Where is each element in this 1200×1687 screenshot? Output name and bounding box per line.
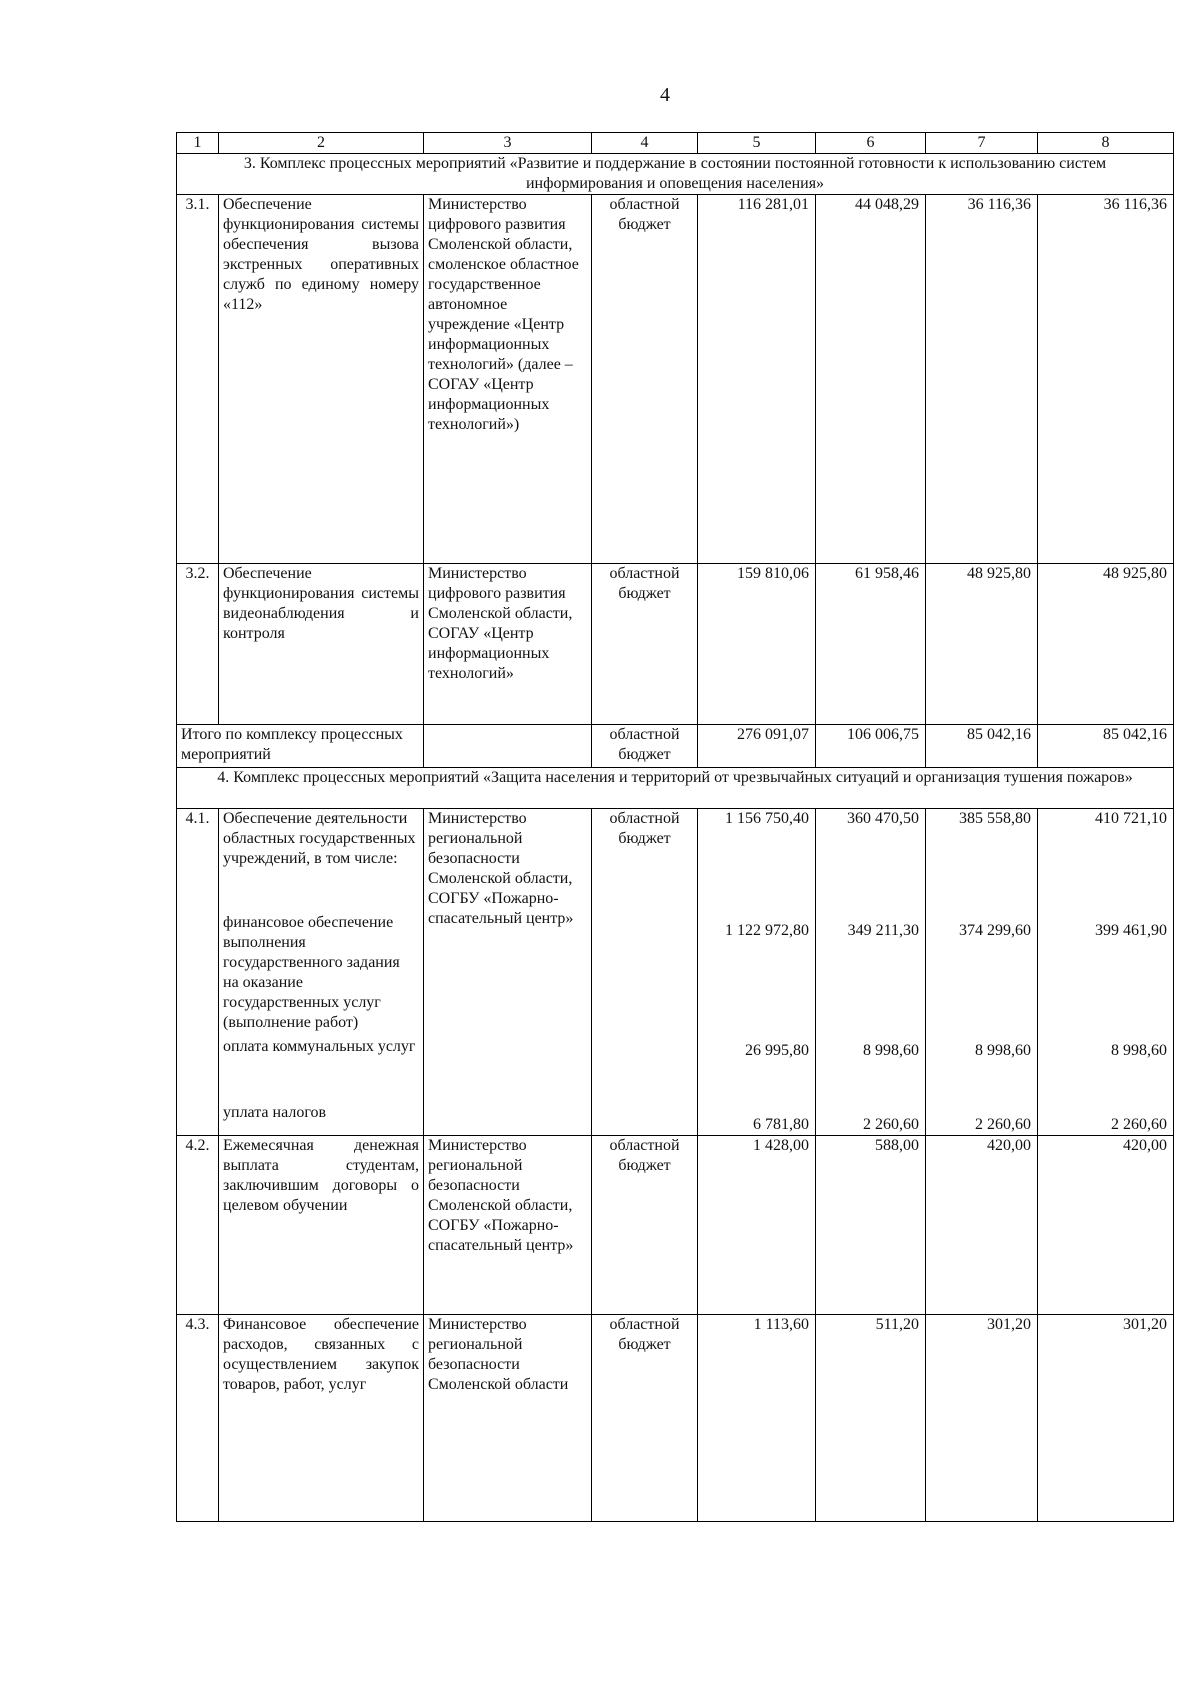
year-2-value: 48 925,80 xyxy=(926,564,1038,725)
executor: Министерство региональной безопасности Смоленской области xyxy=(424,1315,592,1522)
measure-name: Финансовое обеспечение расходов, связанных с осуществлением закупок товаров, работ, услуг xyxy=(219,1315,424,1522)
sub-year-2-value: 374 299,60 xyxy=(959,922,1031,939)
table-row xyxy=(177,195,1174,564)
sub-year-2-value: 8 998,60 xyxy=(975,1042,1031,1059)
subtotal-row xyxy=(177,725,1174,768)
section-heading-row xyxy=(177,154,1174,195)
year-2-values-cell xyxy=(926,809,1038,1136)
total-value: 116 281,01 xyxy=(698,195,816,564)
sub-measure-name: уплата налогов xyxy=(223,1104,327,1121)
sub-year-3-value: 399 461,90 xyxy=(1095,922,1167,939)
sub-measure-name: финансовое обеспечение выполнения государственного задания на оказание государственных услуг (выполнение работ) xyxy=(223,914,400,1031)
executor: Министерство цифрового развития Смоленской области, смоленское областное государственное автономное учреждение «Центр информационных технологий» (далее – СОГАУ «Центр информационных технологий») xyxy=(424,195,592,564)
funding-source: областной бюджет xyxy=(592,1136,698,1315)
total-value: 1 156 750,40 xyxy=(725,810,809,827)
measure-name: Обеспечение функционирования системы обеспечения вызова экстренных оперативных служб по единому номеру «112» xyxy=(219,195,424,564)
year-3-value: 85 042,16 xyxy=(1038,725,1174,768)
column-number: 6 xyxy=(816,133,926,154)
empty-cell xyxy=(424,725,592,768)
table-row xyxy=(177,1315,1174,1522)
year-3-value: 36 116,36 xyxy=(1038,195,1174,564)
executor: Министерство цифрового развития Смоленской области, СОГАУ «Центр информационных технологий» xyxy=(424,564,592,725)
sub-total-value: 6 781,80 xyxy=(753,1116,809,1133)
measure-name: Ежемесячная денежная выплата студентам, заключившим договоры о целевом обучении xyxy=(219,1136,424,1315)
measure-name-cell xyxy=(219,809,424,1136)
table-row xyxy=(177,809,1174,1136)
sub-total-value: 26 995,80 xyxy=(745,1042,809,1059)
section-4-heading: 4. Комплекс процессных мероприятий «Защита населения и территорий от чрезвычайных ситуаций и организация тушения пожаров» xyxy=(177,768,1174,809)
year-2-value: 301,20 xyxy=(926,1315,1038,1522)
section-heading-row xyxy=(177,768,1174,809)
total-value: 1 113,60 xyxy=(698,1315,816,1522)
funding-source: областной бюджет xyxy=(592,725,698,768)
year-1-value: 588,00 xyxy=(816,1136,926,1315)
section-3-heading: 3. Комплекс процессных мероприятий «Развитие и поддержание в состоянии постоянной готовности к использованию систем информирования и оповещения населения» xyxy=(177,154,1174,195)
sub-year-1-value: 349 211,30 xyxy=(847,922,919,939)
sub-total-value: 1 122 972,80 xyxy=(725,922,809,939)
column-number: 4 xyxy=(592,133,698,154)
program-table xyxy=(176,132,1174,1522)
column-number: 8 xyxy=(1038,133,1174,154)
total-value: 159 810,06 xyxy=(698,564,816,725)
column-number: 3 xyxy=(424,133,592,154)
funding-source: областной бюджет xyxy=(592,809,698,1136)
funding-source: областной бюджет xyxy=(592,1315,698,1522)
year-3-value: 48 925,80 xyxy=(1038,564,1174,725)
year-1-value: 511,20 xyxy=(816,1315,926,1522)
sub-year-2-value: 2 260,60 xyxy=(975,1116,1031,1133)
executor: Министерство региональной безопасности Смоленской области, СОГБУ «Пожарно-спасательный центр» xyxy=(424,1136,592,1315)
column-number: 2 xyxy=(219,133,424,154)
sub-year-3-value: 8 998,60 xyxy=(1111,1042,1167,1059)
column-number: 5 xyxy=(698,133,816,154)
table-row xyxy=(177,1136,1174,1315)
year-3-value: 301,20 xyxy=(1038,1315,1174,1522)
sub-year-1-value: 2 260,60 xyxy=(863,1116,919,1133)
row-number: 3.1. xyxy=(177,195,219,564)
year-3-value: 420,00 xyxy=(1038,1136,1174,1315)
row-number: 3.2. xyxy=(177,564,219,725)
year-2-value: 420,00 xyxy=(926,1136,1038,1315)
row-number: 4.2. xyxy=(177,1136,219,1315)
sub-year-1-value: 8 998,60 xyxy=(863,1042,919,1059)
subtotal-label: Итого по комплексу процессных мероприятий xyxy=(177,725,424,768)
year-2-value: 85 042,16 xyxy=(926,725,1038,768)
column-number: 7 xyxy=(926,133,1038,154)
sub-year-3-value: 2 260,60 xyxy=(1111,1116,1167,1133)
column-number: 1 xyxy=(177,133,219,154)
sub-measure-name: оплата коммунальных услуг xyxy=(223,1038,416,1055)
table-row xyxy=(177,564,1174,725)
year-1-value: 44 048,29 xyxy=(816,195,926,564)
year-1-value: 106 006,75 xyxy=(816,725,926,768)
year-1-value: 61 958,46 xyxy=(816,564,926,725)
row-number: 4.3. xyxy=(177,1315,219,1522)
year-3-value: 410 721,10 xyxy=(1095,810,1167,827)
measure-name: Обеспечение деятельности областных государственных учреждений, в том числе: xyxy=(223,810,416,867)
year-1-values-cell xyxy=(816,809,926,1136)
year-2-value: 36 116,36 xyxy=(926,195,1038,564)
year-1-value: 360 470,50 xyxy=(847,810,919,827)
page-number: 4 xyxy=(660,84,670,106)
total-values-cell xyxy=(698,809,816,1136)
year-3-values-cell xyxy=(1038,809,1174,1136)
funding-source: областной бюджет xyxy=(592,195,698,564)
column-numbers-row xyxy=(177,133,1174,154)
measure-name: Обеспечение функционирования системы видеонаблюдения и контроля xyxy=(219,564,424,725)
year-2-value: 385 558,80 xyxy=(959,810,1031,827)
funding-source: областной бюджет xyxy=(592,564,698,725)
total-value: 276 091,07 xyxy=(698,725,816,768)
total-value: 1 428,00 xyxy=(698,1136,816,1315)
executor: Министерство региональной безопасности Смоленской области, СОГБУ «Пожарно-спасательный центр» xyxy=(424,809,592,1136)
row-number: 4.1. xyxy=(177,809,219,1136)
